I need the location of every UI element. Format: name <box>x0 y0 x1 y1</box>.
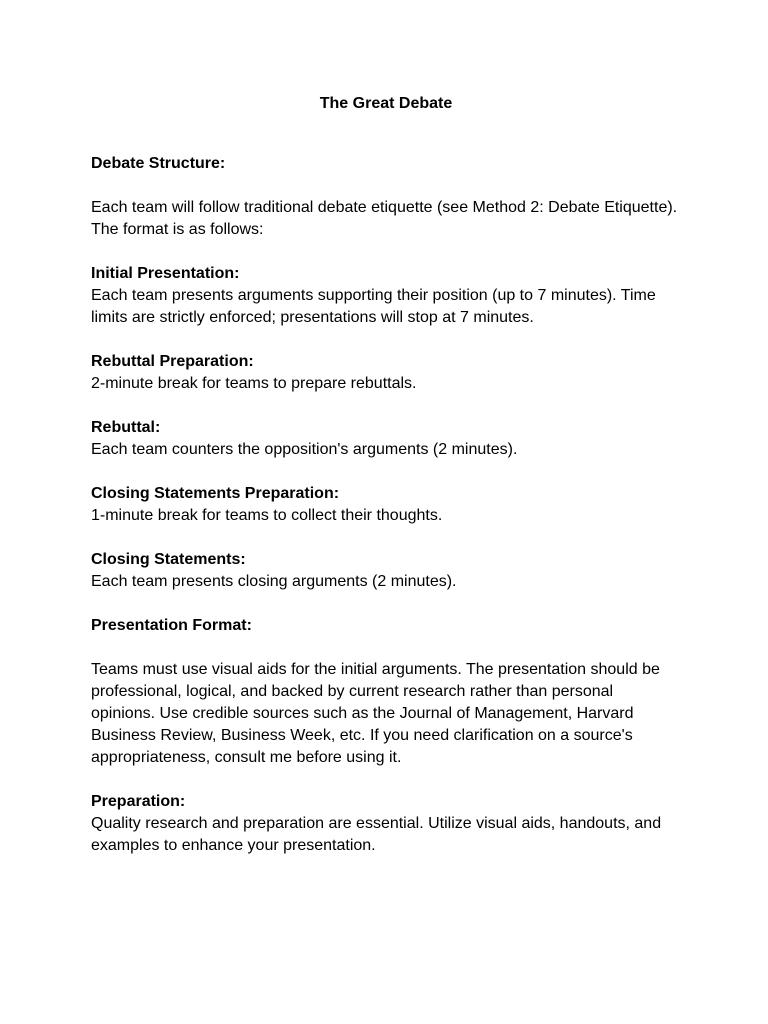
section-heading: Initial Presentation: <box>91 265 240 282</box>
section-body: 1-minute break for teams to collect their thoughts. <box>91 507 443 524</box>
debate-structure-intro: Each team will follow traditional debate etiquette (see Method 2: Debate Etiquette). The format is as follows: <box>91 199 678 238</box>
section-rebuttal <box>91 417 681 461</box>
section-body: Each team presents arguments supporting their position (up to 7 minutes). Time limits are strictly enforced; presentations will stop at 7 minutes. <box>91 287 656 326</box>
presentation-format-heading: Presentation Format: <box>91 617 252 634</box>
section-closing-statements <box>91 549 681 593</box>
document-page <box>91 93 681 879</box>
section-heading: Closing Statements: <box>91 551 246 568</box>
preparation-heading: Preparation: <box>91 793 186 810</box>
section-heading: Rebuttal: <box>91 419 161 436</box>
section-heading: Closing Statements Preparation: <box>91 485 340 502</box>
section-body: Each team counters the opposition's arguments (2 minutes). <box>91 441 518 458</box>
section-initial-presentation <box>91 263 681 329</box>
section-body: 2-minute break for teams to prepare rebuttals. <box>91 375 417 392</box>
section-preparation <box>91 791 681 857</box>
section-heading: Rebuttal Preparation: <box>91 353 254 370</box>
section-rebuttal-preparation <box>91 351 681 395</box>
debate-structure-heading: Debate Structure: <box>91 155 226 172</box>
section-closing-statements-preparation <box>91 483 681 527</box>
section-body: Each team presents closing arguments (2 minutes). <box>91 573 457 590</box>
presentation-format-body: Teams must use visual aids for the initial arguments. The presentation should be professional, logical, and backed by current research rather than personal opinions. Use credible sources such as the Journal of Management, Harvard Business Review, Business Week, etc. If you need clarification on a source's appropriateness, consult me before using it. <box>91 661 660 766</box>
preparation-body: Quality research and preparation are essential. Utilize visual aids, handouts, and examples to enhance your presentation. <box>91 815 662 854</box>
document-title: The Great Debate <box>319 95 453 112</box>
